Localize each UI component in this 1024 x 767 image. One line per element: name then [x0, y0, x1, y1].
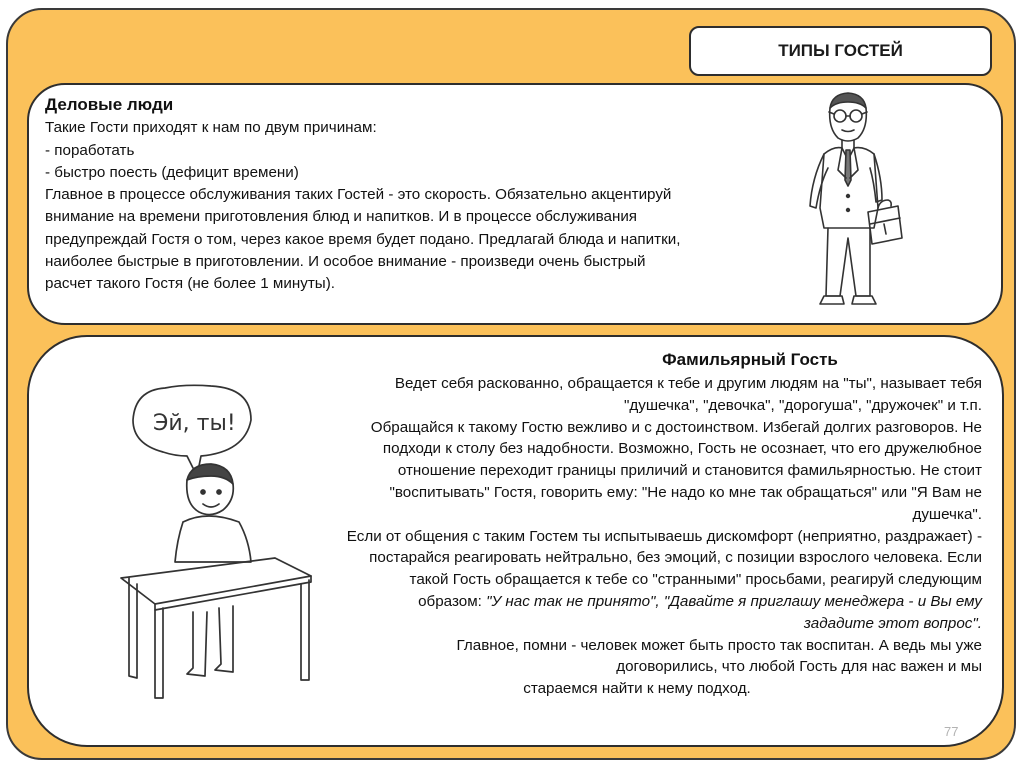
business-line: - поработать [45, 141, 135, 159]
familiar-quote-1: "У нас так не принято", "Давайте я приглашу менеджера - и Вы ему [486, 592, 982, 610]
slide-title-text: ТИПЫ ГОСТЕЙ [778, 41, 903, 60]
business-line: предупреждай Гостя о том, через какое время будет подано. Предлагай блюда и напитки, [45, 230, 681, 248]
familiar-line: "воспитывать" Гостя, говорить ему: "Не надо ко мне так обращаться" или "Я Вам не [389, 483, 982, 501]
familiar-line: отношение переходит границы приличий и становится фамильярностью. Не стоит [397, 462, 982, 480]
business-line: - быстро поесть (дефицит времени) [45, 163, 299, 181]
speech-bubble-text: Эй, ты! [153, 411, 236, 436]
familiar-quote-line [292, 613, 982, 635]
familiar-heading: Фамильярный Гость [662, 350, 838, 369]
business-line: Такие Гости приходят к нам по двум причинам: [45, 119, 377, 137]
familiar-line: постарайся реагировать нейтрально, без эмоций, с позиции взрослого человека. Если [369, 549, 982, 567]
familiar-text [292, 373, 982, 700]
business-line: внимание на времени приготовления блюд и напитков. И в процессе обслуживания [45, 208, 638, 226]
familiar-line: Ведет себя раскованно, обращается к тебе и другим людям на "ты", называет тебя [394, 375, 982, 392]
businessman-illustration [790, 88, 910, 316]
familiar-line: подходи к столу без надобности. Возможно, Гость не осознает, что его дружелюбное [382, 440, 982, 458]
familiar-line: Если от общения с таким Гостем ты испытываешь дискомфорт (неприятно, раздражает) - [346, 527, 982, 545]
business-line: Главное в процессе обслуживания таких Гостей - это скорость. Обязательно акцентируй [45, 186, 672, 204]
familiar-quote-prefix: образом: [418, 592, 487, 610]
business-line: расчет такого Гостя (не более 1 минуты). [45, 275, 335, 293]
familiar-quote-2: зададите этот вопрос". [803, 614, 982, 632]
familiar-line: "душечка", "девочка", "дорогуша", "дружочек" и т.п. [623, 396, 982, 414]
familiar-line: договорились, что любой Гость для нас важен и мы [616, 658, 982, 676]
familiar-line: душечка". [912, 505, 982, 523]
slide-title [689, 26, 992, 76]
familiar-last-line: стараемся найти к нему подход. [523, 680, 751, 698]
business-line: наиболее быстрые в приготовлении. И особое внимание - произведи очень быстрый [45, 253, 646, 271]
familiar-line: такой Гость обращается к тебе со "странными" просьбами, реагируй следующим [409, 571, 982, 589]
page-number: 77 [944, 724, 959, 739]
familiar-line: Главное, помни - человек может быть просто так воспитан. А ведь мы уже [456, 636, 982, 654]
familiar-line: Обращайся к такому Гостю вежливо и с достоинством. Избегай долгих разговоров. Не [370, 418, 982, 436]
business-heading: Деловые люди [45, 95, 174, 114]
business-text [45, 94, 775, 296]
familiar-quote-line [292, 591, 982, 613]
